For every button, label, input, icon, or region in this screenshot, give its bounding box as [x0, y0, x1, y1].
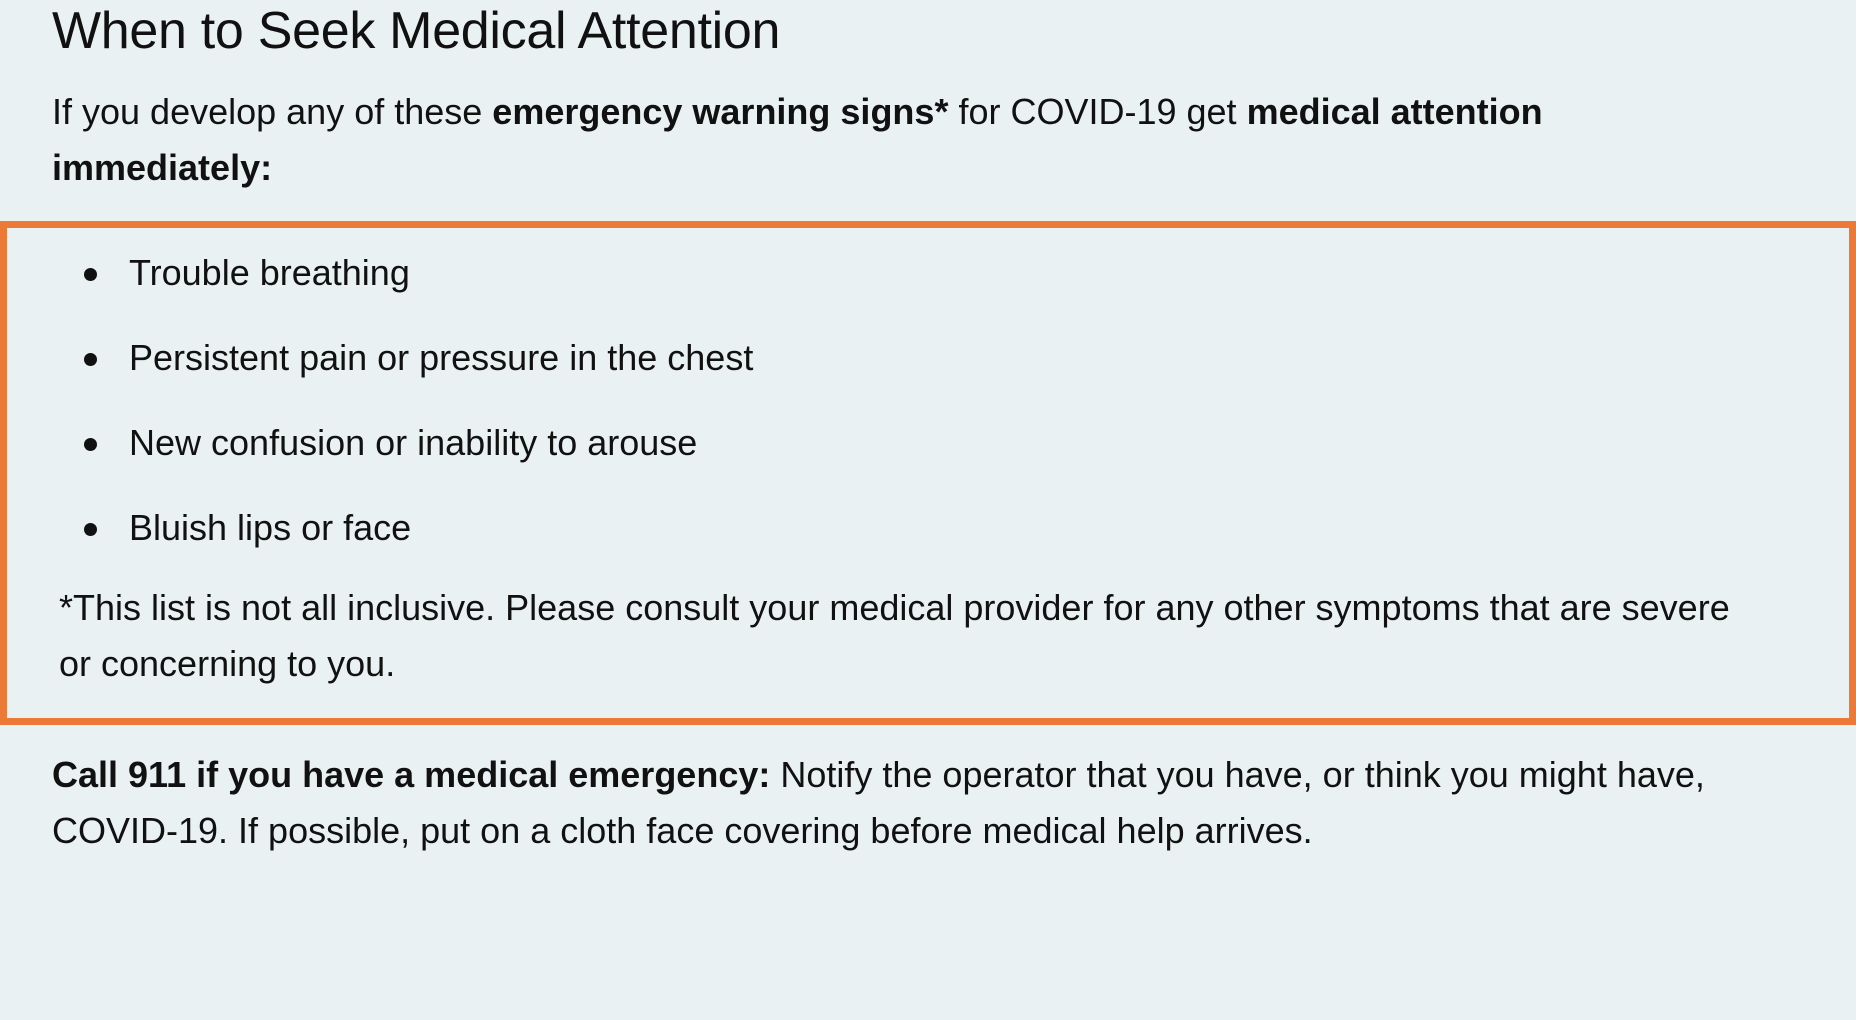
call-911-lead: Call 911 if you have a medical emergency: [52, 753, 771, 795]
list-item: Persistent pain or pressure in the chest [59, 335, 1797, 380]
intro-emphasis-warning-signs: emergency warning signs* [492, 90, 949, 132]
call-911-body: Notify the operator that you have, or think you might have, COVID-19. If possible, put on a cloth face covering before medical help arrives. [52, 753, 1705, 851]
call-911-note [52, 747, 1808, 859]
intro-text-middle: for COVID-19 get [948, 90, 1247, 132]
emergency-warning-box [0, 221, 1856, 725]
list-item: Trouble breathing [59, 250, 1797, 295]
intro-text-prefix: If you develop any of these [52, 90, 493, 132]
intro-paragraph [52, 84, 1672, 196]
list-item: Bluish lips or face [59, 505, 1797, 550]
warning-signs-list [59, 250, 1797, 550]
intro-emphasis-medical-attention: medical attention immediately: [52, 90, 1543, 188]
list-footnote: *This list is not all inclusive. Please consult your medical provider for any other symptoms that are severe or concerning to you. [59, 587, 1730, 685]
page-title: When to Seek Medical Attention [52, 2, 781, 60]
list-item: New confusion or inability to arouse [59, 420, 1797, 465]
